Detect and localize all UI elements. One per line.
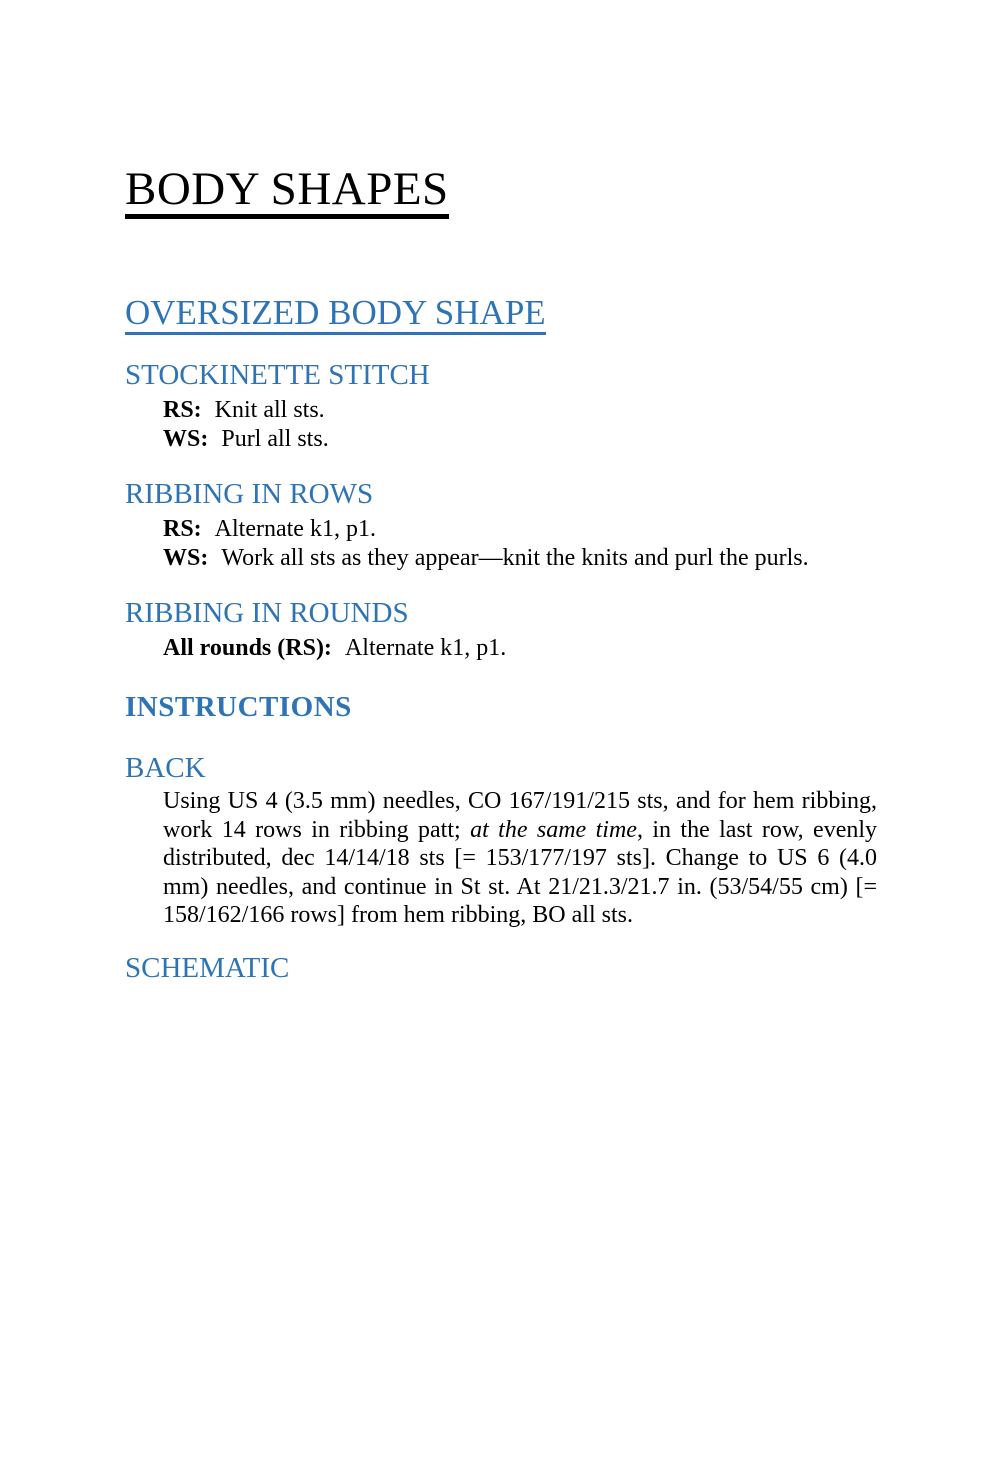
paragraph-italic-phrase: at the same time: [470, 816, 637, 843]
heading-back: BACK: [125, 752, 206, 784]
line-label-rs: RS:: [163, 397, 202, 423]
heading-schematic: SCHEMATIC: [125, 951, 290, 984]
section-title-oversized-body-shape: [125, 295, 875, 335]
paragraph-text-2: , in the last row, evenly distributed, dec 14/14/18 sts [= 153/177/197 sts]. Change to US 6 (4.0 mm) needles, and continue in St st. At 21/21.3/21.7 in. (53/54/55 cm) [= 158/162/166 rows] from hem ribbing, BO all sts.: [163, 816, 878, 929]
paragraph-text-1: Using US 4 (3.5 mm) needles, CO 167/191/215 sts, and for hem ribbing, work 14 rows in ribbing patt;: [163, 788, 877, 843]
heading-ribbing-in-rounds: RIBBING IN ROUNDS: [125, 597, 409, 629]
line-label-all-rounds: All rounds (RS):: [163, 635, 332, 661]
stitch-line: [163, 396, 875, 425]
stitch-line: [163, 515, 875, 544]
heading-stockinette-stitch: STOCKINETTE STITCH: [125, 359, 430, 391]
line-text: Knit all sts.: [214, 397, 325, 423]
section-title-text: OVERSIZED BODY SHAPE: [125, 295, 546, 335]
line-label-ws: WS:: [163, 426, 209, 452]
ribbing-rows-lines: [163, 515, 875, 573]
line-label-rs: RS:: [163, 516, 202, 542]
page-title: [125, 163, 875, 219]
stitch-line: [163, 544, 875, 573]
stitch-line: [163, 425, 875, 454]
line-label-ws: WS:: [163, 545, 209, 571]
line-text: Alternate k1, p1.: [214, 516, 376, 542]
page-title-text: BODY SHAPES: [125, 166, 449, 219]
heading-instructions: INSTRUCTIONS: [125, 691, 352, 723]
stitch-line: [163, 634, 875, 663]
heading-ribbing-in-rows: RIBBING IN ROWS: [125, 478, 374, 510]
ribbing-rounds-lines: [163, 634, 875, 663]
line-text: Alternate k1, p1.: [344, 635, 507, 661]
document-page: [0, 163, 1000, 1460]
line-text: Purl all sts.: [221, 426, 329, 452]
line-text: Work all sts as they appear—knit the knits and purl the purls.: [221, 545, 809, 571]
stockinette-lines: [163, 396, 875, 454]
back-instructions-paragraph: [163, 787, 877, 930]
